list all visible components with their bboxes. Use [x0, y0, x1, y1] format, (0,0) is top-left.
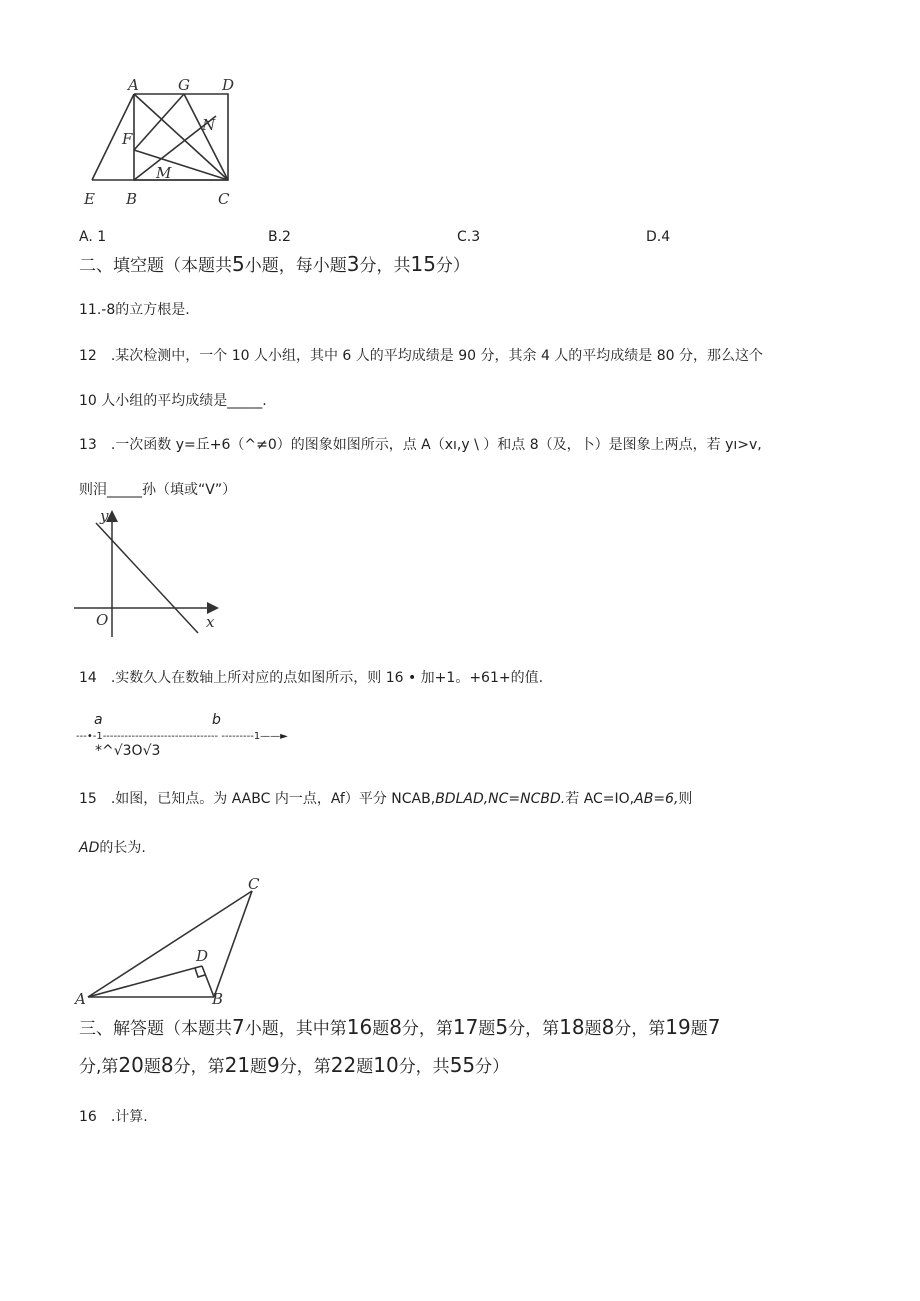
option-b[interactable]: B.2	[268, 229, 291, 245]
s3-m1: 20	[118, 1053, 144, 1077]
s3-q8: 分，共	[398, 1057, 450, 1077]
q15-part-d: AB=6,	[634, 791, 679, 807]
label-F: F	[122, 130, 133, 148]
label-N: N	[202, 116, 216, 134]
label-B: B	[212, 990, 224, 1008]
section2-title-prefix: 二、填空题（本题共	[79, 256, 232, 276]
section2-count: 5	[232, 252, 245, 276]
s3-m4: 9	[267, 1053, 280, 1077]
s3-n2: 16	[346, 1015, 373, 1039]
option-a[interactable]: A. 1	[79, 229, 107, 245]
label-M: M	[156, 164, 172, 182]
question-12-line1: 12 .某次检测中，一个 10 人小组，其中 6 人的平均成绩是 90 分，其余 4 人的平均成绩是 80 分，那么这个	[79, 348, 764, 364]
axis-label-y: y	[100, 507, 109, 525]
section2-mid1: 小题，每小题	[244, 256, 347, 276]
question-13-line2: 则泪_____孙（填或“V”）	[79, 482, 237, 498]
s3-n7: 8	[601, 1015, 615, 1039]
section3-heading-line1	[79, 1014, 720, 1039]
s3-p6: 分，第	[508, 1019, 560, 1039]
origin-label: O	[96, 611, 109, 629]
section2-score: 3	[346, 252, 360, 276]
figure-quadrilateral	[80, 72, 250, 212]
label-D: D	[196, 947, 209, 965]
question-13-line1: 13 .一次函数 y=丘+6（^≠0）的图象如图所示，点 A（xı,y \ ）和点 8（及，卜）是图象上两点，若 yı>v,	[79, 437, 762, 453]
s3-m7: 55	[449, 1053, 476, 1077]
figure-triangle	[72, 873, 272, 1008]
label-G: G	[178, 76, 190, 94]
label-D: D	[222, 76, 235, 94]
s3-m2: 8	[160, 1053, 174, 1077]
s3-m5: 22	[330, 1053, 357, 1077]
s3-q2: 第	[101, 1057, 119, 1077]
q15-length: 的长为.	[99, 840, 146, 856]
s3-p4: 分，第	[401, 1019, 453, 1039]
s3-n9: 7	[707, 1015, 721, 1039]
q15-part-b: BDLAD,NC=NCBD.	[435, 791, 566, 807]
option-d[interactable]: D.4	[646, 229, 671, 245]
question-15-line1	[79, 788, 692, 808]
q15-ad: AD	[79, 840, 100, 856]
option-c[interactable]: C.3	[457, 229, 481, 245]
question-15-line2	[79, 837, 146, 857]
s3-n4: 17	[452, 1015, 479, 1039]
s3-m3: 21	[224, 1053, 251, 1077]
question-11: 11.-8的立方根是.	[79, 302, 190, 318]
s3-n1: 7	[232, 1015, 245, 1039]
s3-p8: 分，第	[614, 1019, 666, 1039]
s3-p5: 题	[478, 1019, 496, 1039]
question-16: 16 .计算.	[79, 1109, 148, 1125]
section3-heading-line2	[79, 1052, 509, 1077]
label-C: C	[248, 875, 260, 893]
label-A: A	[128, 76, 139, 94]
s3-q3: 题	[143, 1057, 161, 1077]
q15-part-a: 15 .如图，已知点。为 AABC 内一点，Af）平分 NCAB,	[79, 791, 436, 807]
s3-p2: 小题，其中第	[244, 1019, 347, 1039]
s3-p7: 题	[584, 1019, 602, 1039]
question-14: 14 .实数久人在数轴上所对应的点如图所示，则 16 • 加+1。+61+的值.	[79, 670, 544, 686]
s3-q9: 分）	[475, 1057, 510, 1077]
s3-q6: 分，第	[279, 1057, 331, 1077]
s3-n8: 19	[665, 1015, 691, 1039]
section2-suffix: 分）	[435, 256, 470, 276]
figure-linear-graph	[70, 505, 230, 640]
s3-n3: 8	[389, 1015, 402, 1039]
s3-p1: 三、解答题（本题共	[79, 1019, 232, 1039]
s3-m6: 10	[373, 1053, 399, 1077]
numberline-ticks: *^√3O√3	[95, 743, 161, 759]
label-E: E	[84, 190, 95, 208]
axis-label-x: x	[206, 613, 215, 631]
q15-part-c: 若 AC=IO,	[565, 791, 635, 807]
s3-p3: 题	[372, 1019, 390, 1039]
section2-total: 15	[410, 252, 436, 276]
label-A: A	[75, 990, 86, 1008]
label-C: C	[218, 190, 230, 208]
section2-mid2: 分，共	[359, 256, 411, 276]
s3-q5: 题	[250, 1057, 268, 1077]
s3-p9: 题	[690, 1019, 708, 1039]
question-12-line2: 10 人小组的平均成绩是_____.	[79, 393, 267, 409]
label-B: B	[126, 190, 138, 208]
s3-q7: 题	[356, 1057, 374, 1077]
q15-part-e: 则	[678, 791, 693, 807]
s3-q4: 分，第	[173, 1057, 225, 1077]
numberline-axis: ---•-1-------------------------------- ---------1——►	[76, 731, 288, 742]
s3-n5: 5	[495, 1015, 509, 1039]
numberline-b: b	[212, 712, 221, 728]
s3-q1: 分,	[79, 1057, 102, 1077]
numberline-a: a	[94, 712, 103, 728]
section2-heading	[79, 251, 470, 276]
s3-n6: 18	[559, 1015, 585, 1039]
